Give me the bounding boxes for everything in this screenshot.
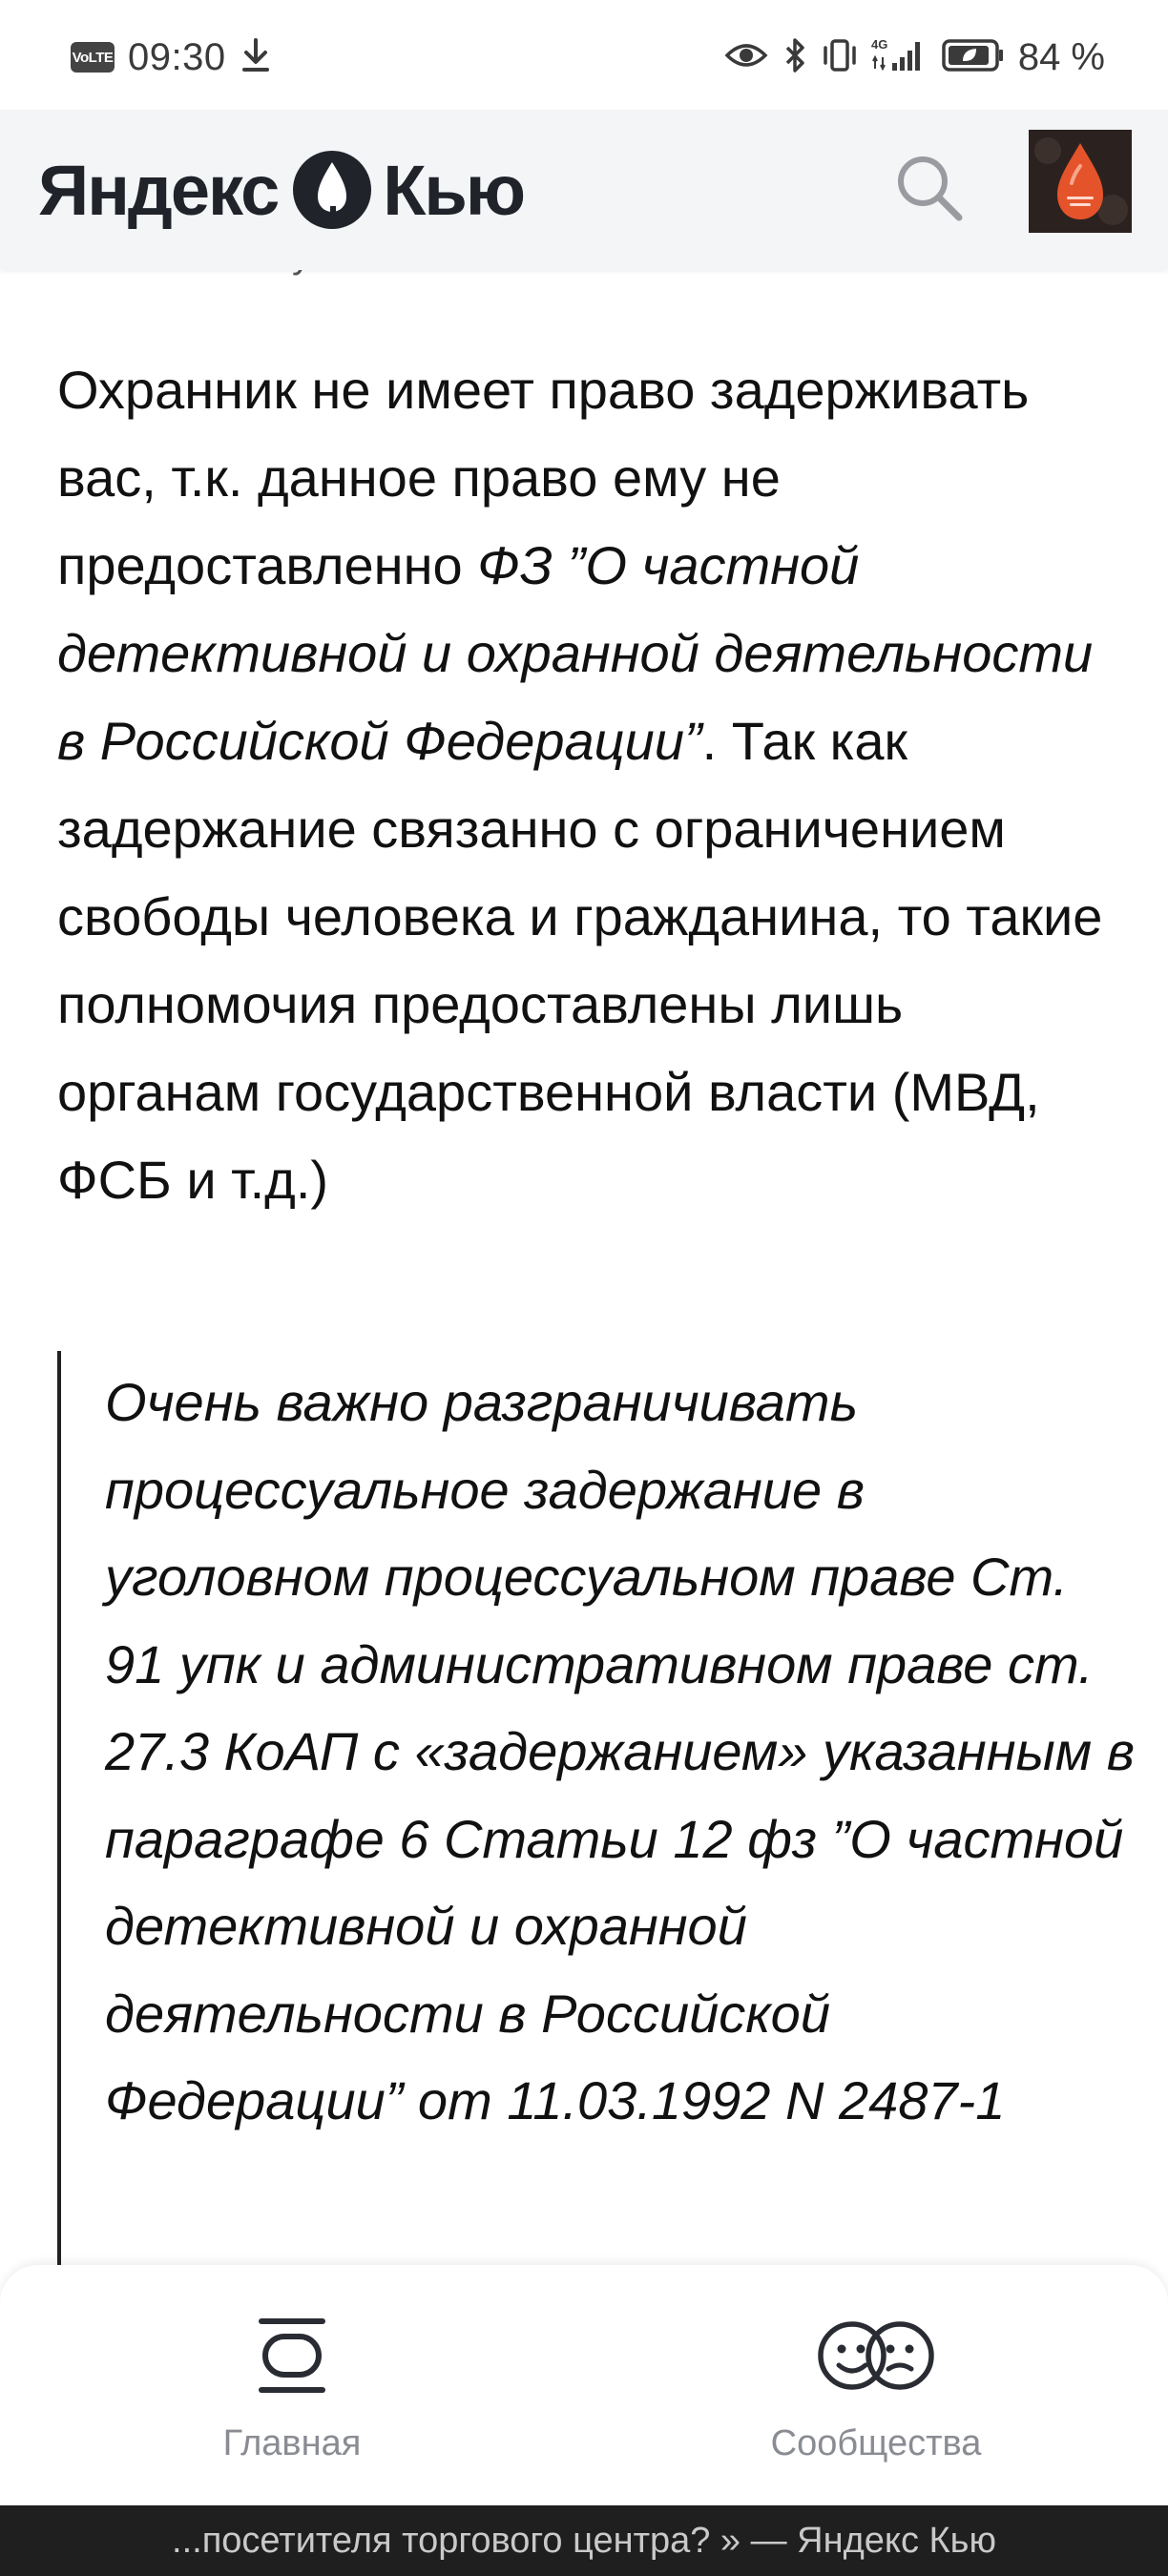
quote-text: Очень важно разграничивать процессуальное задержание в уголовном процессуальном праве Ст. 91 упк и административном праве ст. 27.3 КоАП с «задержанием» указанным в параграфе 6 Статьи 12 фз ”О частной детективной и охранной деятельности в Российской Федерации” от 11.03.1992 N 2487-1 bbox=[105, 1372, 1135, 2130]
status-left bbox=[71, 34, 272, 80]
home-icon bbox=[240, 2303, 344, 2408]
signal-icon bbox=[871, 36, 928, 79]
law-reference: ФЗ ”О частной детективной и охранной деятельности в Российской Федерации” bbox=[57, 535, 1094, 771]
logo-text-yandex: Яндекс bbox=[38, 150, 279, 230]
bluetooth-icon bbox=[782, 36, 808, 79]
page-title: ...посетителя торгового центра? » — Яндекс Кью bbox=[172, 2520, 996, 2561]
communities-icon bbox=[824, 2303, 928, 2408]
eye-icon bbox=[724, 40, 768, 75]
logo-drop-icon bbox=[291, 149, 373, 231]
yandex-q-logo[interactable] bbox=[38, 144, 524, 236]
nav-label-communities: Сообщества bbox=[770, 2423, 982, 2463]
paragraph-text-end: . Так как задержание связанно с ограничением свободы человека и гражданина, то такие полномочия предоставлены лишь органам государственной власти (МВД, ФСБ и т.д.) bbox=[57, 711, 1103, 1210]
search-icon bbox=[892, 151, 967, 230]
avatar[interactable] bbox=[1029, 130, 1132, 233]
bottom-navigation bbox=[0, 2265, 1168, 2505]
vibrate-icon bbox=[822, 36, 858, 79]
page-title-strip bbox=[0, 2505, 1168, 2576]
status-right bbox=[724, 34, 1105, 80]
answer-content[interactable] bbox=[0, 270, 1168, 2267]
app-header bbox=[0, 110, 1168, 270]
volte-badge: VoLTE bbox=[71, 42, 115, 73]
answer-paragraph bbox=[57, 346, 1116, 1224]
download-icon bbox=[240, 36, 272, 79]
nav-label-home: Главная bbox=[222, 2423, 362, 2463]
status-time: 09:30 bbox=[128, 35, 226, 78]
search-button[interactable] bbox=[882, 142, 977, 238]
nav-item-home[interactable] bbox=[149, 2303, 435, 2475]
battery-icon bbox=[942, 36, 1005, 79]
svg-text:4G: 4G bbox=[870, 36, 888, 52]
nav-item-communities[interactable] bbox=[733, 2303, 1019, 2475]
paragraph-text-start: Охранник не имеет право задерживать вас, т.к. данное право ему не предоставленно bbox=[57, 360, 1030, 595]
battery-percent: 84 % bbox=[1017, 35, 1105, 78]
status-bar bbox=[0, 0, 1168, 110]
user-avatar-icon bbox=[1029, 220, 1132, 237]
logo-text-q: Кью bbox=[383, 150, 525, 230]
